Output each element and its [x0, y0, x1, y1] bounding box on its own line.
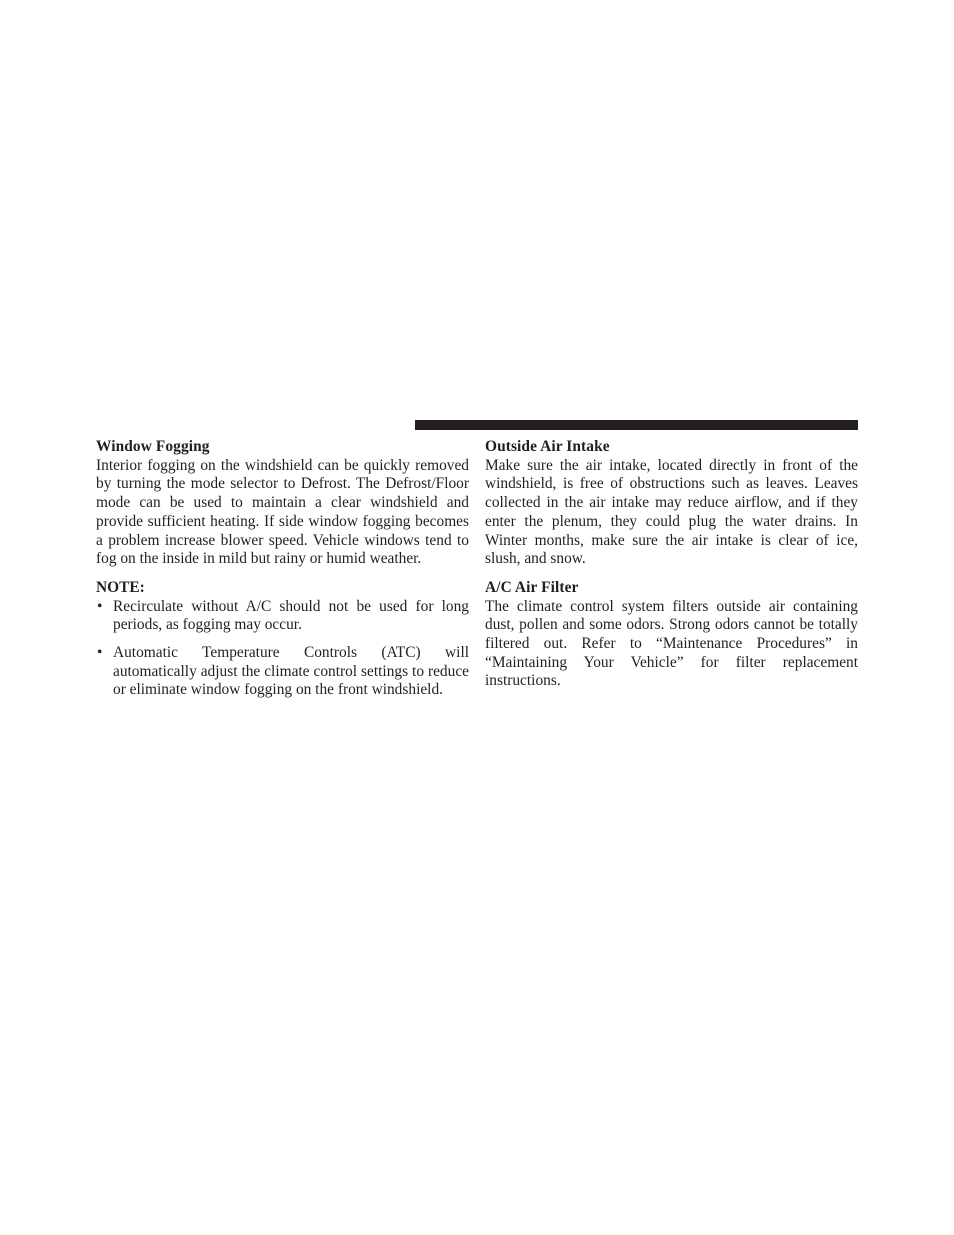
note-label: NOTE: — [96, 578, 145, 596]
left-column — [96, 438, 469, 700]
window-fogging-heading: Window Fogging — [96, 438, 210, 455]
window-fogging-body: Interior fogging on the windshield can be quickly removed by turning the mode selector to Defrost. The Defrost/Floor mode can be used to maintain a clear windshield and provide sufficient heating. If side window fogging becomes a problem increase blower speed. Vehicle windows tend to fog on the inside in mild but rainy or humid weather. — [96, 456, 469, 568]
note-item-text: Recirculate without A/C should not be used for long periods, as fogging may occur. — [113, 597, 469, 634]
outside-air-intake-heading: Outside Air Intake — [485, 438, 610, 455]
section-header-rule — [415, 420, 858, 430]
note-item-text: Automatic Temperature Controls (ATC) will automatically adjust the climate control settings to reduce or eliminate window fogging on the front windshield. — [113, 644, 469, 699]
window-fogging-section — [96, 438, 469, 569]
note-list — [96, 598, 469, 701]
ac-air-filter-body: The climate control system filters outside air containing dust, pollen and some odors. Strong odors cannot be totally filtered out. Refer to “Maintenance Procedures” in “Maintaining Your Vehicle” for filter replacement instructions. — [485, 597, 858, 690]
outside-air-intake-section — [485, 438, 858, 569]
bullet-icon: • — [97, 597, 103, 615]
ac-air-filter-section — [485, 579, 858, 691]
outside-air-intake-body: Make sure the air intake, located directly in front of the windshield, is free of obstructions such as leaves. Leaves collected in the air intake may reduce airflow, and if they enter the plenum, they could plug the water drains. In Winter months, make sure the air intake is clear of ice, slush, and snow. — [485, 456, 858, 568]
bullet-icon: • — [97, 644, 103, 662]
note-section — [96, 579, 469, 700]
note-item-atc — [96, 644, 469, 700]
right-column — [485, 438, 858, 691]
ac-air-filter-heading: A/C Air Filter — [485, 578, 579, 596]
note-item-recirculate — [96, 598, 469, 635]
